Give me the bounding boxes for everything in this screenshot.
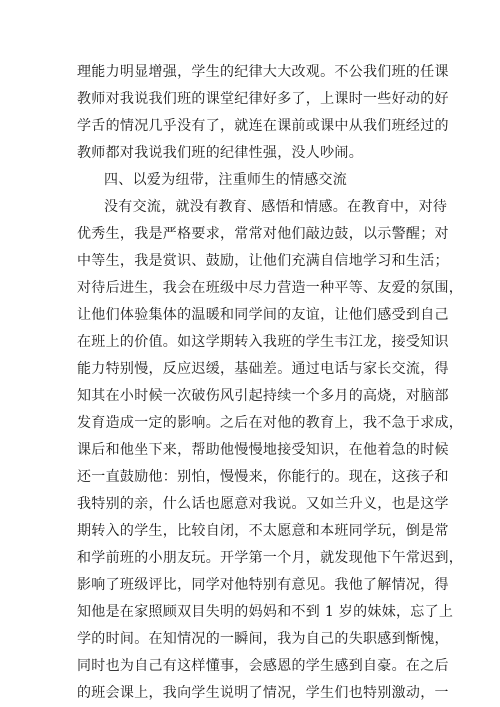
text-line: 影响了班级评比，同学对他特别有意见。我他了解情况，得 [77,577,449,593]
text-line: 学的时间。在知情况的一瞬间，我为自己的失职感到惭愧， [77,631,449,647]
text-line: 能力特别慢，反应迟缓，基础差。通过电话与家长交流，得 [77,361,449,377]
text-line: 和学前班的小朋友玩。开学第一个月，就发现他下午常迟到， [77,550,464,566]
text-line: 发育造成一定的影响。之后在对他的教育上，我不急于求成， [77,415,464,431]
text-line: 的班会课上，我向学生说明了情况，学生们也特别激动，一 [77,685,449,701]
text-line: 知其在小时候一次破伤风引起持续一个多月的高烧，对脑部 [77,388,449,404]
text-line: 理能力明显增强，学生的纪律大大改观。不公我们班的任课 [77,64,449,80]
text-line: 同时也为自己有这样懂事，会感恩的学生感到自豪。在之后 [77,658,449,674]
text-line: 教师对我说我们班的课堂纪律好多了，上课时一些好动的好 [77,91,449,107]
text-line: 在班上的价值。如这学期转入我班的学生韦江龙，接受知识 [77,334,449,350]
text-line: 知他是在家照顾双目失明的妈妈和不到 1 岁的妹妹，忘了上 [77,604,454,620]
section-heading: 四、以爱为纽带，注重师生的情感交流 [104,172,348,188]
text-line: 期转入的学生，比较自闭，不太愿意和本班同学玩，倒是常 [77,523,449,539]
text-line: 对待后进生，我会在班级中尽力营造一种平等、友爱的氛围， [77,280,464,296]
text-line: 优秀生，我是严格要求，常常对他们敲边鼓，以示警醒；对 [77,226,449,242]
text-line: 我特别的亲，什么话也愿意对我说。又如兰升义，也是这学 [77,496,449,512]
text-line: 课后和他坐下来，帮助他慢慢地接受知识，在他着急的时候 [77,442,449,458]
text-line: 学舌的情况几乎没有了，就连在课前或课中从我们班经过的 [77,118,449,134]
text-line: 让他们体验集体的温暖和同学间的友谊，让他们感受到自己 [77,307,449,323]
paragraph-first-line: 没有交流，就没有教育、感悟和情感。在教育中，对待 [104,199,448,215]
text-line: 还一直鼓励他：别怕，慢慢来，你能行的。现在，这孩子和 [77,469,449,485]
text-line: 中等生，我是赏识、鼓励，让他们充满自信地学习和生活； [77,253,449,269]
text-line: 教师都对我说我们班的纪律性强，没人吵闹。 [77,145,363,161]
